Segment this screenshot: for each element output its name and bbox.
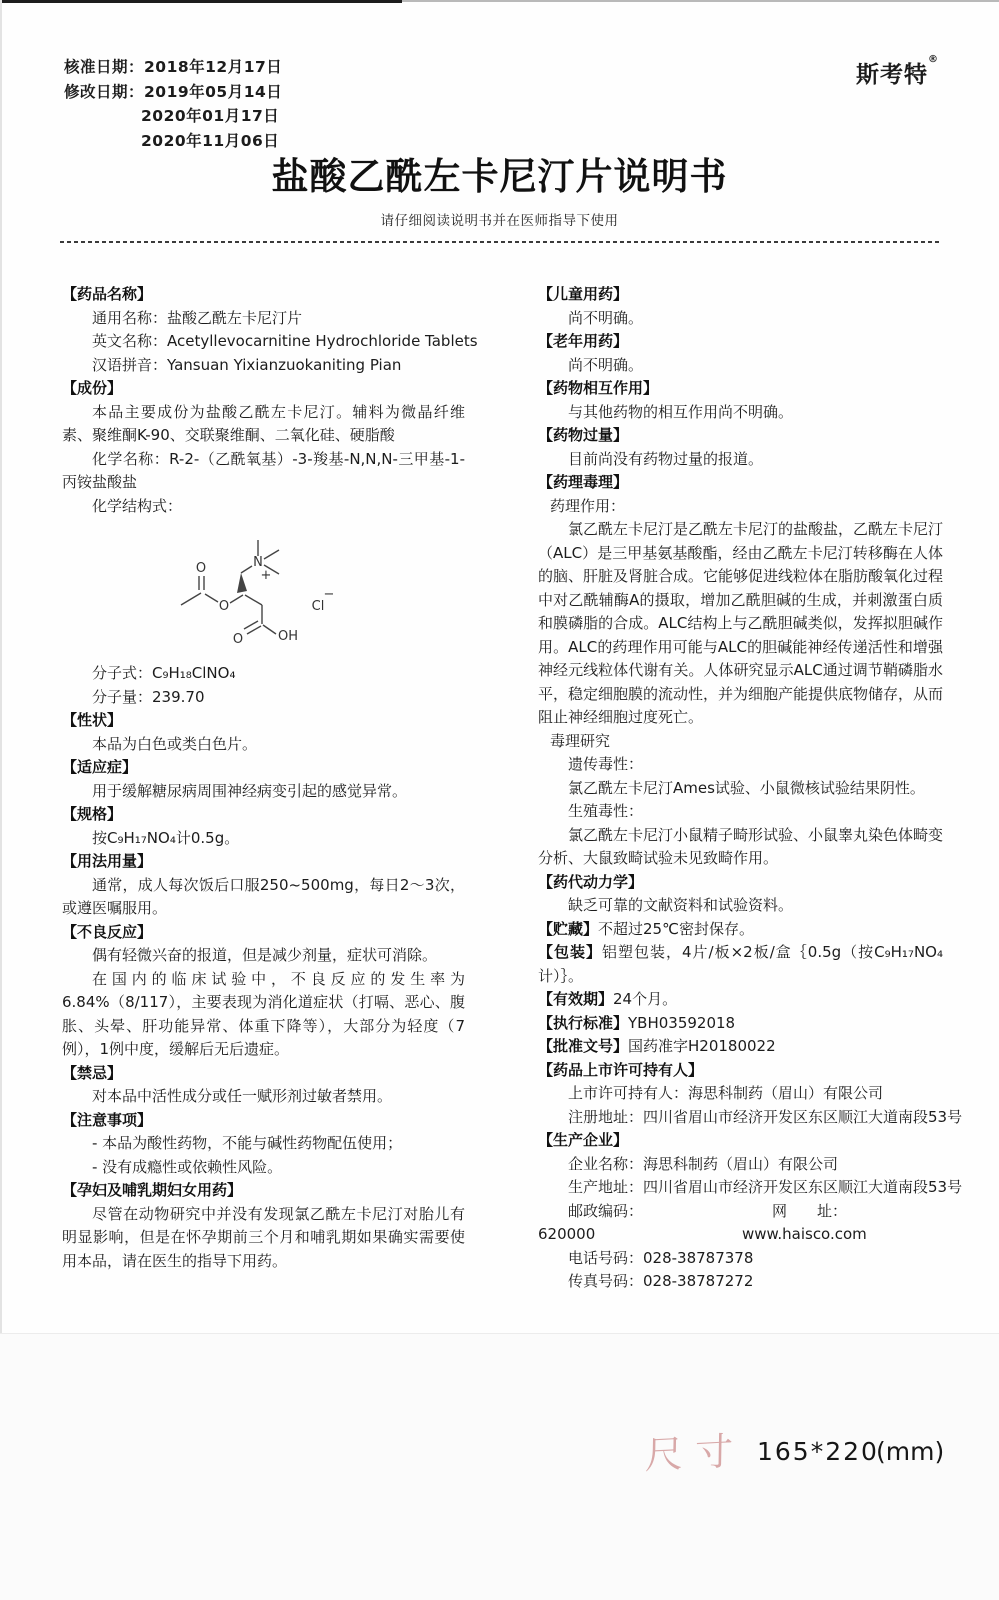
character-paragraph: 本品为白色或类白色片。 <box>92 734 258 753</box>
section-heading-manufacturer: 【生产企业】 <box>538 1131 629 1149</box>
section-heading-character: 【性状】 <box>62 711 123 729</box>
chemical-structure-drawing <box>166 526 401 658</box>
atom-label-cl: Cl <box>311 599 325 614</box>
wedge-bond <box>237 573 247 593</box>
section-heading-drug-name: 【药品名称】 <box>62 285 153 303</box>
adverse-paragraph: 在国内的临床试验中，不良反应的发生率为6.84%（8/117），主要表现为消化道症状（打嗝、恶心、腹胀、头晕、肝功能异常、体重下降等），大部分为轻度（7例），1例中度，缓解后无后遗症。 <box>62 969 465 1058</box>
atom-label-oh: OH <box>277 629 299 644</box>
standard-line <box>538 1012 943 1036</box>
pharm-action-label: 药理作用： <box>550 496 626 515</box>
molecular-weight-line: 分子量：239.70 <box>92 687 205 706</box>
package-line <box>538 941 943 988</box>
registered-trademark-mark: ® <box>928 54 939 65</box>
dashed-separator <box>60 241 939 243</box>
charge-minus: − <box>323 587 335 602</box>
approval-number-text: 国药准字H20180022 <box>628 1037 776 1055</box>
english-name-line: 英文名称：Acetyllevocarnitine Hydrochloride Tablets <box>92 332 478 350</box>
pharmacokinetics-paragraph: 缺乏可靠的文献资料和试验资料。 <box>568 896 794 914</box>
handwritten-size-note: 尺寸 <box>644 1428 746 1478</box>
phone-line: 电话号码：028-38787378 <box>568 1248 754 1267</box>
manufacturer-address-line: 生产地址：四川省眉山市经济开发区东区顺江大道南段53号 <box>568 1178 963 1196</box>
postal-website-line <box>538 1200 943 1247</box>
brand-logo <box>856 56 939 89</box>
chemical-name-paragraph: 化学名称：R-2-（乙酰氧基）-3-羧基-N,N,N-三甲基-1-丙铵盐酸盐 <box>62 449 465 491</box>
pinyin-line: 汉语拼音：Yansuan Yixianzuokaniting Pian <box>92 355 402 374</box>
revision-date-line: 修改日期：2019年05月14日 <box>64 82 283 101</box>
atom-label-carbonyl-o: O <box>195 561 207 576</box>
section-heading-drug-interaction: 【药物相互作用】 <box>538 379 659 397</box>
elderly-paragraph: 尚不明确。 <box>568 355 644 374</box>
section-heading-indication: 【适应症】 <box>62 758 138 776</box>
postal-code: 邮政编码：620000 <box>538 1201 644 1243</box>
genotoxicity-label: 遗传毒性： <box>568 755 644 773</box>
precaution-item: - 本品为酸性药物，不能与碱性药物配伍使用； <box>92 1134 403 1152</box>
indication-paragraph: 用于缓解糖尿病周围神经病变引起的感觉异常。 <box>92 781 408 800</box>
pharm-action-paragraph: 氯乙酰左卡尼汀是乙酰左卡尼汀的盐酸盐，乙酰左卡尼汀（ALC）是三甲基氨基酸酯，经由乙酰左卡尼汀转移酶在人体的脑、肝脏及肾脏合成。它能够促进线粒体在脂肪酸氧化过程中对乙酰辅酶A的摄取，增加乙酰胆碱的生成，并刺激蛋白质和膜磷脂的合成。ALC结构上与乙酰胆碱类似，发挥拟胆碱作用。ALC的药理作用可能与ALC的胆碱能神经传递活性和增强神经元线粒体代谢有关。人体研究显示ALC通过调节鞘磷脂水平，稳定细胞膜的流动性，并为细胞产能提供底物储存，从而阻止神经细胞过度死亡。 <box>538 520 944 726</box>
right-column <box>538 283 963 1294</box>
section-heading-package: 【包装】 <box>538 943 603 961</box>
toxicology-research-label: 毒理研究 <box>550 731 611 750</box>
fax-line: 传真号码：028-38787272 <box>568 1272 754 1290</box>
mah-holder-line: 上市许可持有人：海思科制药（眉山）有限公司 <box>568 1084 884 1102</box>
mah-address-line: 注册地址：四川省眉山市经济开发区东区顺江大道南段53号 <box>568 1107 963 1126</box>
section-heading-approval-number: 【批准文号】 <box>538 1037 629 1055</box>
package-text: 铝塑包装，4片/板×2板/盒｛0.5g（按C₉H₁₇NO₄计）｝。 <box>538 943 943 985</box>
approval-date-line: 核准日期：2018年12月17日 <box>64 58 283 76</box>
section-heading-adverse-reactions: 【不良反应】 <box>62 922 153 941</box>
adverse-paragraph: 偶有轻微兴奋的报道，但是减少剂量，症状可消除。 <box>92 946 438 964</box>
section-heading-contraindication: 【禁忌】 <box>62 1063 123 1082</box>
page-title: 盐酸乙酰左卡尼汀片说明书 <box>271 155 728 198</box>
website: 网 址：www.haisco.com <box>741 1201 867 1243</box>
leaflet-size-value: 165*220 <box>757 1437 879 1466</box>
dosage-paragraph: 通常，成人每次饭后口服250~500mg，每日2～3次，或遵医嘱服用。 <box>62 875 465 917</box>
left-column <box>62 283 478 1294</box>
section-heading-storage: 【贮藏】 <box>538 919 599 938</box>
atom-label-n: N <box>253 555 263 570</box>
atom-label-ester-o: O <box>218 599 230 614</box>
validity-text: 24个月。 <box>613 990 678 1008</box>
page-subtitle: 请仔细阅读说明书并在医师指导下使用 <box>380 213 619 229</box>
validity-line <box>538 988 943 1012</box>
manufacturer-name-line: 企业名称：海思科制药（眉山）有限公司 <box>568 1154 839 1173</box>
contraindication-paragraph: 对本品中活性成分或任一赋形剂过敏者禁用。 <box>92 1087 393 1105</box>
genotoxicity-paragraph: 氯乙酰左卡尼汀Ames试验、小鼠微核试验结果阴性。 <box>568 778 925 797</box>
atom-label-acid-o: O <box>232 632 244 647</box>
scan-edge-top-dark <box>0 0 402 3</box>
approval-number-line <box>538 1035 943 1059</box>
specification-paragraph: 按C₉H₁₇NO₄计0.5g。 <box>92 828 240 847</box>
scan-edge-top-gray <box>402 0 999 2</box>
interaction-paragraph: 与其他药物的相互作用尚不明确。 <box>568 402 794 421</box>
structure-label: 化学结构式： <box>92 496 183 515</box>
composition-paragraph: 本品主要成份为盐酸乙酰左卡尼汀。辅料为微晶纤维素、聚维酮K-90、交联聚维酮、二氧化硅、硬脂酸 <box>62 402 465 444</box>
storage-text: 不超过25℃密封保存。 <box>598 919 754 938</box>
section-heading-dosage: 【用法用量】 <box>62 852 153 870</box>
precaution-item: - 没有成瘾性或依赖性风险。 <box>92 1157 283 1176</box>
section-heading-pharmacokinetics: 【药代动力学】 <box>538 872 644 891</box>
leaflet-columns <box>62 283 963 1294</box>
section-heading-validity: 【有效期】 <box>538 990 614 1008</box>
charge-plus: + <box>260 568 272 583</box>
storage-line <box>538 918 943 942</box>
reproductive-toxicity-paragraph: 氯乙酰左卡尼汀小鼠精子畸形试验、小鼠睾丸染色体畸变分析、大鼠致畸试验未见致畸作用。 <box>538 825 944 867</box>
reproductive-toxicity-label: 生殖毒性： <box>568 802 644 820</box>
section-heading-pregnancy: 【孕妇及哺乳期妇女用药】 <box>62 1181 243 1199</box>
section-heading-elderly: 【老年用药】 <box>538 332 629 350</box>
generic-name-line: 通用名称：盐酸乙酰左卡尼汀片 <box>92 308 303 327</box>
overdose-paragraph: 目前尚没有药物过量的报道。 <box>568 449 764 468</box>
section-heading-overdose: 【药物过量】 <box>538 426 629 444</box>
section-heading-mah: 【药品上市许可持有人】 <box>538 1060 704 1079</box>
leaflet-size-unit: (mm) <box>876 1437 945 1466</box>
scan-margin-area <box>0 1334 999 1600</box>
pregnancy-paragraph: 尽管在动物研究中并没有发现氯乙酰左卡尼汀对胎儿有明显影响，但是在怀孕期前三个月和哺乳期如果确实需要使用本品，请在医生的指导下用药。 <box>62 1204 465 1270</box>
molecular-formula-line: 分子式：C₉H₁₈ClNO₄ <box>92 664 236 682</box>
section-heading-precautions: 【注意事项】 <box>62 1110 153 1129</box>
section-heading-standard: 【执行标准】 <box>538 1013 629 1032</box>
standard-text: YBH03592018 <box>628 1013 736 1032</box>
revision-date-line: 2020年11月06日 <box>141 131 280 150</box>
section-heading-composition: 【成份】 <box>62 379 123 397</box>
chemical-structure <box>166 526 465 662</box>
revision-date-line: 2020年01月17日 <box>141 107 280 125</box>
children-paragraph: 尚不明确。 <box>568 308 644 327</box>
section-heading-pharmacology-toxicology: 【药理毒理】 <box>538 473 629 491</box>
section-heading-specification: 【规格】 <box>62 805 123 823</box>
brand-name: 斯考特 <box>856 62 928 88</box>
approval-dates <box>64 55 282 153</box>
section-heading-children: 【儿童用药】 <box>538 285 629 303</box>
